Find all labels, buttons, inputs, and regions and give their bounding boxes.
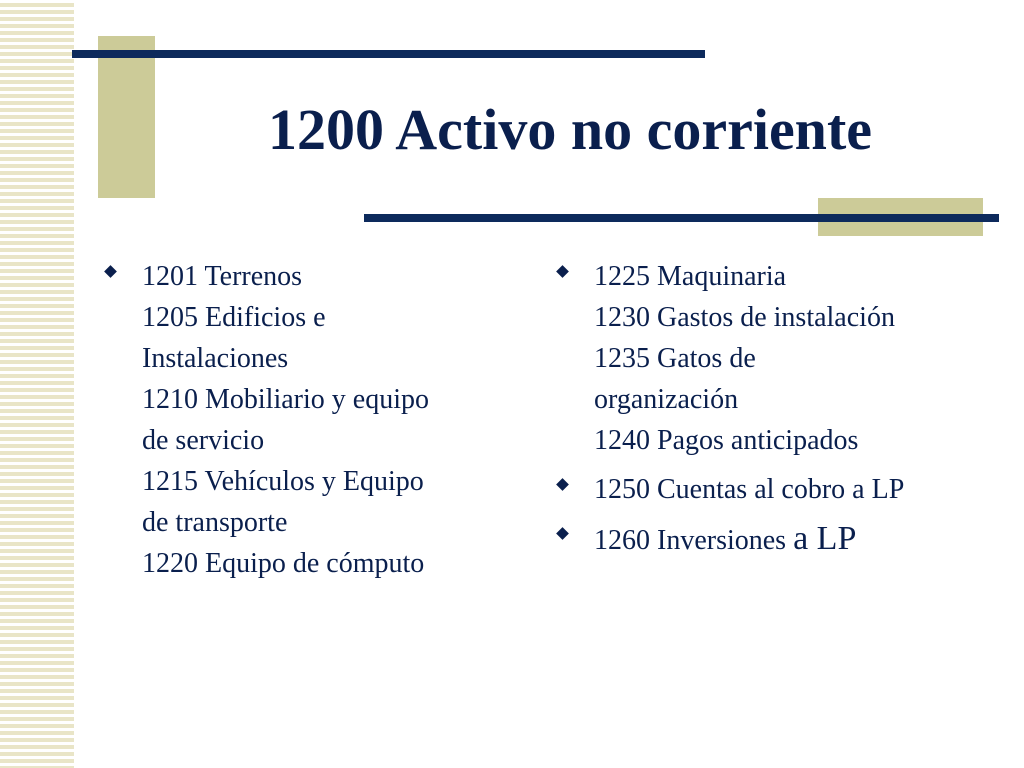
bullet-line: organización <box>594 384 739 415</box>
bullet-line: Instalaciones <box>142 343 289 374</box>
striped-side-decoration <box>0 0 74 768</box>
diamond-bullet-icon <box>556 527 569 540</box>
bullet-line: 1225 Maquinaria <box>594 261 787 292</box>
right-column <box>552 256 1002 569</box>
right-bullet-list <box>552 256 1002 561</box>
tan-block-decoration <box>98 36 155 198</box>
slide-title: 1200 Activo no corriente <box>267 97 872 162</box>
bullet-line: 1201 Terrenos <box>142 261 303 292</box>
bullet-text: 1260 Inversiones <box>594 525 794 556</box>
bullet-line: 1210 Mobiliario y equipo <box>142 384 429 415</box>
left-column <box>100 256 520 592</box>
list-item <box>552 469 1002 510</box>
bullet-line: de servicio <box>142 425 265 456</box>
diamond-bullet-icon <box>104 265 117 278</box>
list-item <box>552 256 1002 461</box>
left-bullet-list <box>100 256 520 584</box>
diamond-bullet-icon <box>556 265 569 278</box>
bullet-line: 1220 Equipo de cómputo <box>142 548 425 579</box>
bullet-line: 1205 Edificios e <box>142 302 326 333</box>
bottom-rule-decoration <box>364 214 999 222</box>
bullet-line: 1215 Vehículos y Equipo <box>142 466 424 497</box>
bullet-line: 1240 Pagos anticipados <box>594 425 859 456</box>
list-item <box>552 518 1002 561</box>
bullet-line: 1230 Gastos de instalación <box>594 302 895 333</box>
diamond-bullet-icon <box>556 478 569 491</box>
top-rule-decoration <box>72 50 705 58</box>
bullet-line: de transporte <box>142 507 288 538</box>
bullet-line <box>594 518 1002 561</box>
bullet-line: 1235 Gatos de <box>594 343 756 374</box>
bullet-text-large: a LP <box>793 520 857 557</box>
bullet-line: 1250 Cuentas al cobro a LP <box>594 474 905 505</box>
list-item <box>100 256 520 584</box>
